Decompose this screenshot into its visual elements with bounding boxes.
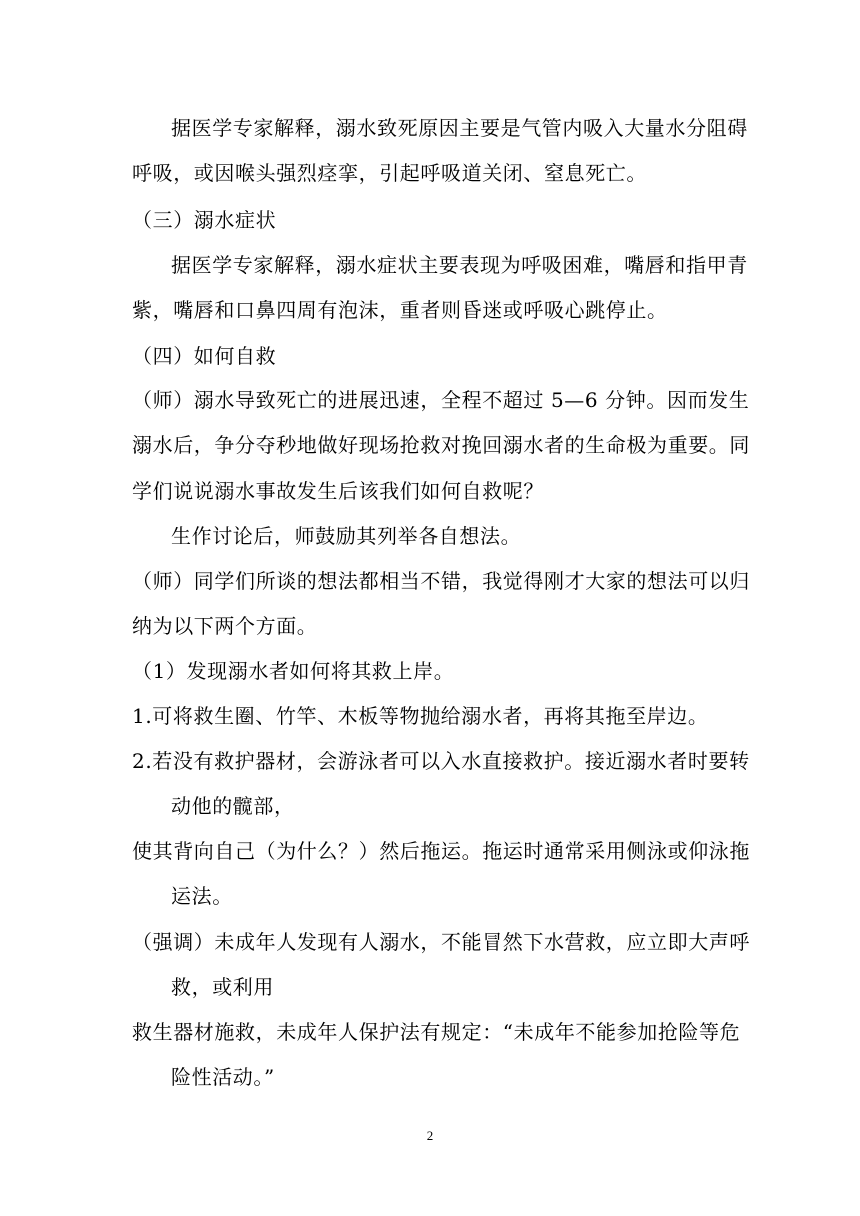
list-item: 1.可将救生圈、竹竿、木板等物抛给溺水者，再将其拖至岸边。 bbox=[132, 704, 709, 728]
text-line: 据医学专家解释，溺水症状主要表现为呼吸困难，嘴唇和指甲青 bbox=[171, 253, 748, 277]
text-line: 紫，嘴唇和口鼻四周有泡沫，重者则昏迷或呼吸心跳停止。 bbox=[132, 298, 668, 322]
text-line: （强调）未成年人发现有人溺水，不能冒然下水营救，应立即大声呼 bbox=[132, 930, 750, 954]
text-line: 运法。 bbox=[171, 884, 233, 908]
text-line: 动他的髋部， bbox=[171, 794, 295, 818]
text-line: 呼吸，或因喉头强烈痉挛，引起呼吸道关闭、窒息死亡。 bbox=[132, 161, 647, 185]
text-line: 学们说说溺水事故发生后该我们如何自救呢？ bbox=[132, 479, 544, 503]
text-line: 使其背向自己（为什么？）然后拖运。拖运时通常采用侧泳或仰泳拖 bbox=[132, 839, 750, 863]
page-number: 2 bbox=[426, 1128, 434, 1143]
text-line: 救生器材施救，未成年人保护法有规定：“未成年不能参加抢险等危 bbox=[132, 1020, 741, 1044]
text-line: 救，或利用 bbox=[171, 975, 274, 999]
text-line: 生作讨论后，师鼓励其列举各自想法。 bbox=[171, 524, 522, 548]
section-heading: （四）如何自救 bbox=[132, 344, 277, 368]
text-line: （师）同学们所谈的想法都相当不错，我觉得刚才大家的想法可以归 bbox=[132, 569, 750, 593]
text-line: 险性活动。” bbox=[171, 1065, 275, 1089]
text-line: 溺水后，争分夺秒地做好现场抢救对挽回溺水者的生命极为重要。同 bbox=[132, 433, 750, 457]
section-heading: （三）溺水症状 bbox=[132, 208, 277, 232]
list-item: 2.若没有救护器材，会游泳者可以入水直接救护。接近溺水者时要转 bbox=[132, 749, 750, 773]
text-line: 据医学专家解释，溺水致死原因主要是气管内吸入大量水分阻碍 bbox=[171, 116, 748, 140]
subsection-heading: （1）发现溺水者如何将其救上岸。 bbox=[132, 659, 455, 683]
text-line: 纳为以下两个方面。 bbox=[132, 614, 318, 638]
text-line: （师）溺水导致死亡的进展迅速，全程不超过 5—6 分钟。因而发生 bbox=[132, 388, 750, 412]
